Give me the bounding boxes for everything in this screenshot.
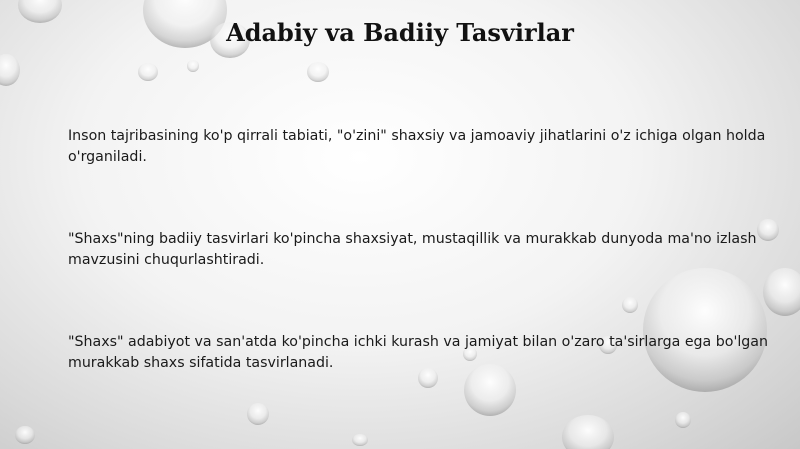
slide-title: Adabiy va Badiiy Tasvirlar bbox=[226, 18, 574, 47]
paragraph-2: "Shaxs"ning badiiy tasvirlari ko'pincha shaxsiyat, mustaqillik va murakkab dunyoda ma'no izlash mavzusini chuqurlashtiradi. bbox=[68, 231, 757, 268]
paragraph-3: "Shaxs" adabiyot va san'atda ko'pincha ichki kurash va jamiyat bilan o'zaro ta'sirlarga ega bo'lgan murakkab shaxs sifatida tasvirlanadi. bbox=[68, 334, 768, 371]
paragraph-1: Inson tajribasining ko'p qirrali tabiati, "o'zini" shaxsiy va jamoaviy jihatlarini o'z ichiga olgan holda o'rganiladi. bbox=[68, 128, 766, 165]
